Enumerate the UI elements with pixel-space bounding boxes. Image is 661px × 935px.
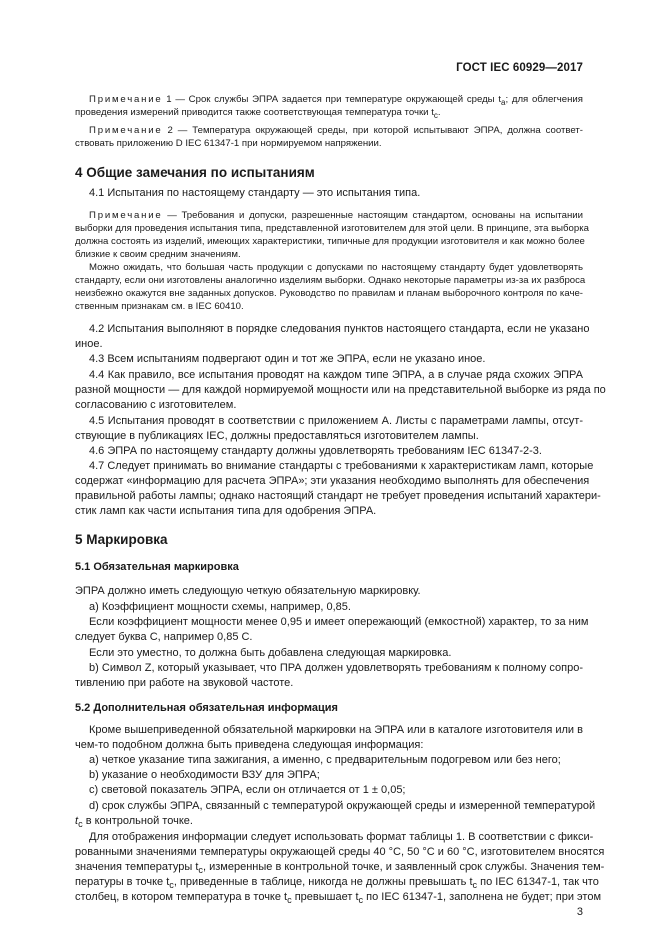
paragraph-5-2-d-line-1: d) срок службы ЭПРА, связанный с температурой окружающей среды и измеренной температурой xyxy=(89,800,596,812)
paragraph-4-2-line-1: 4.2 Испытания выполняют в порядке следования пунктов настоящего стандарта, если не указано xyxy=(89,323,590,335)
paragraph-4-7-line-4: стик ламп как части испытания типа для одобрения ЭПРА. xyxy=(75,505,377,517)
paragraph-4-4-line-2: разной мощности — для каждой нормируемой мощности или на представительной выборке из ряда по xyxy=(75,384,606,396)
document-code: ГОСТ IEC 60929—2017 xyxy=(456,62,583,74)
paragraph-4-1: 4.1 Испытания по настоящему стандарту — это испытания типа. xyxy=(89,187,421,199)
paragraph-5-2-d-line-2: $t_c$ в контрольной точке. xyxy=(75,815,193,830)
note-label: Примечание xyxy=(89,94,163,105)
paragraph-5-2-p2-line-4: пературы в точке $t_c$, приведенные в таблице, никогда не должны превышать $t_c$ по IEC 61347-1, так что xyxy=(75,876,599,891)
paragraph-5-1-a: a) Коэффициент мощности схемы, например, 0,85. xyxy=(89,601,351,613)
paragraph-5-1-b-line-2: тивлению при работе на звуковой частоте. xyxy=(75,677,294,689)
paragraph-4-4-line-3: согласованию с изготовителем. xyxy=(75,399,237,411)
paragraph-5-1-a2-line-2: следует буква С, например 0,85 С. xyxy=(75,631,253,643)
paragraph-4-5-line-1: 4.5 Испытания проводят в соответствии с приложением А. Листы с параметрами лампы, отсут- xyxy=(89,415,583,427)
paragraph-5-2-a: a) четкое указание типа зажигания, а именно, с предварительным подогревом или без него; xyxy=(89,754,561,766)
note-2-line-2: ствовать приложению D IEC 61347-1 при нормируемом напряжении. xyxy=(75,138,382,149)
paragraph-4-3: 4.3 Всем испытаниям подвергают один и тот же ЭПРА, если не указано иное. xyxy=(89,353,486,365)
paragraph-5-1-a3: Если это уместно, то должна быть добавлена следующая маркировка. xyxy=(89,647,452,659)
paragraph-4-5-line-2: ствующие в публикациях IEC, должны предоставляться изготовителем лампы. xyxy=(75,430,479,442)
note-4b-line-4: ственным признакам см. в IEC 60410. xyxy=(75,301,244,312)
note-1-line-2: проведения измерений приводится также соответствующая температура точки $t_c$. xyxy=(75,107,441,120)
paragraph-5-2-p2-line-5: столбец, в котором температура в точке $t_c$ превышает $t_c$ по IEC 61347-1, заполнена не будет; при этом xyxy=(75,891,602,906)
paragraph-5-2-p1-line-2: чем-то подобном должна быть приведена следующая информация: xyxy=(75,739,424,751)
paragraph-5-2-c: c) световой показатель ЭПРА, если он отличается от 1 ± 0,05; xyxy=(89,784,406,796)
paragraph-4-7-line-2: содержат «информацию для расчета ЭПРА»; эти указания необходимо выполнять для обеспечения xyxy=(75,475,590,487)
paragraph-5-2-p1-line-1: Кроме вышеприведенной обязательной маркировки на ЭПРА или в каталоге изготовителя или в xyxy=(89,724,583,736)
note-4b-line-3: неизбежно окажутся вне заданных допусков. Руководство по правилам и планам выборочного контроля по каче- xyxy=(75,288,583,299)
paragraph-5-1-b-line-1: b) Символ Z, который указывает, что ПРА должен удовлетворять требованиям к полному сопро- xyxy=(89,662,583,674)
note-4-line-1: Примечание — Требования и допуски, разрешенные настоящим стандартом, основаны на испытании xyxy=(89,210,583,221)
paragraph-5-2-p2-line-1: Для отображения информации следует использовать формат таблицы 1. В соответствии с фикси- xyxy=(89,831,594,843)
paragraph-4-4-line-1: 4.4 Как правило, все испытания проводят на каждом типе ЭПРА, а в случае ряда схожих ЭПРА xyxy=(89,369,583,381)
paragraph-5-2-p2-line-2: рованными значениями температуры окружающей среды 40 °С, 50 °С и 60 °С, изготовителем вносятся xyxy=(75,846,605,858)
note-4b-line-1: Можно ожидать, что большая часть продукции с допусками по настоящему стандарту будет удовлетворять xyxy=(89,262,583,273)
page-number: 3 xyxy=(576,906,583,918)
paragraph-4-7-line-1: 4.7 Следует принимать во внимание стандарты с требованиями к характеристикам ламп, которые xyxy=(89,460,594,472)
section-4-heading: 4 Общие замечания по испытаниям xyxy=(75,165,315,180)
paragraph-5-1-a2-line-1: Если коэффициент мощности менее 0,95 и имеет опережающий (емкостной) характер, то за ним xyxy=(89,616,589,628)
paragraph-4-6: 4.6 ЭПРА по настоящему стандарту должны удовлетворять требованиям IEC 61347-2-3. xyxy=(89,445,542,457)
paragraph-5-2-b: b) указание о необходимости ВЗУ для ЭПРА; xyxy=(89,769,320,781)
section-5-heading: 5 Маркировка xyxy=(75,532,168,547)
paragraph-5-1-intro: ЭПРА должно иметь следующую четкую обязательную маркировку. xyxy=(75,585,421,597)
note-4-line-3: должна состоять из изделий, имеющих характеристики, типичные для продукции изготовителя и как можно более xyxy=(75,236,585,247)
note-1-line-1: Примечание 1 — Срок службы ЭПРА задается при температуре окружающей среды $t_a$; для облегчения xyxy=(89,94,583,107)
section-5-2-heading: 5.2 Дополнительная обязательная информация xyxy=(75,702,338,714)
paragraph-4-7-line-3: правильной работы лампы; однако настоящий стандарт не требует проведения испытаний характери- xyxy=(75,490,601,502)
note-2-line-1: Примечание 2 — Температура окружающей среды, при которой испытывают ЭПРА, должна соответ- xyxy=(89,125,583,136)
note-4-line-4: близкие к своим средним значениям. xyxy=(75,249,241,260)
note-4-line-2: выборки для проведения испытания типа, представленной изготовителем для этой цели. В принципе, эта выборка xyxy=(75,223,589,234)
section-5-1-heading: 5.1 Обязательная маркировка xyxy=(75,561,239,573)
paragraph-5-2-p2-line-3: значения температуры $t_c$, измеренные в контрольной точке, и заявленный срок службы. Значения тем- xyxy=(75,861,605,876)
paragraph-4-2-line-2: иное. xyxy=(75,338,103,350)
note-4b-line-2: стандарту, если они изготовлены аналогично изделиям выборки. Однако некоторые параметры из-за их разброса xyxy=(75,275,586,286)
